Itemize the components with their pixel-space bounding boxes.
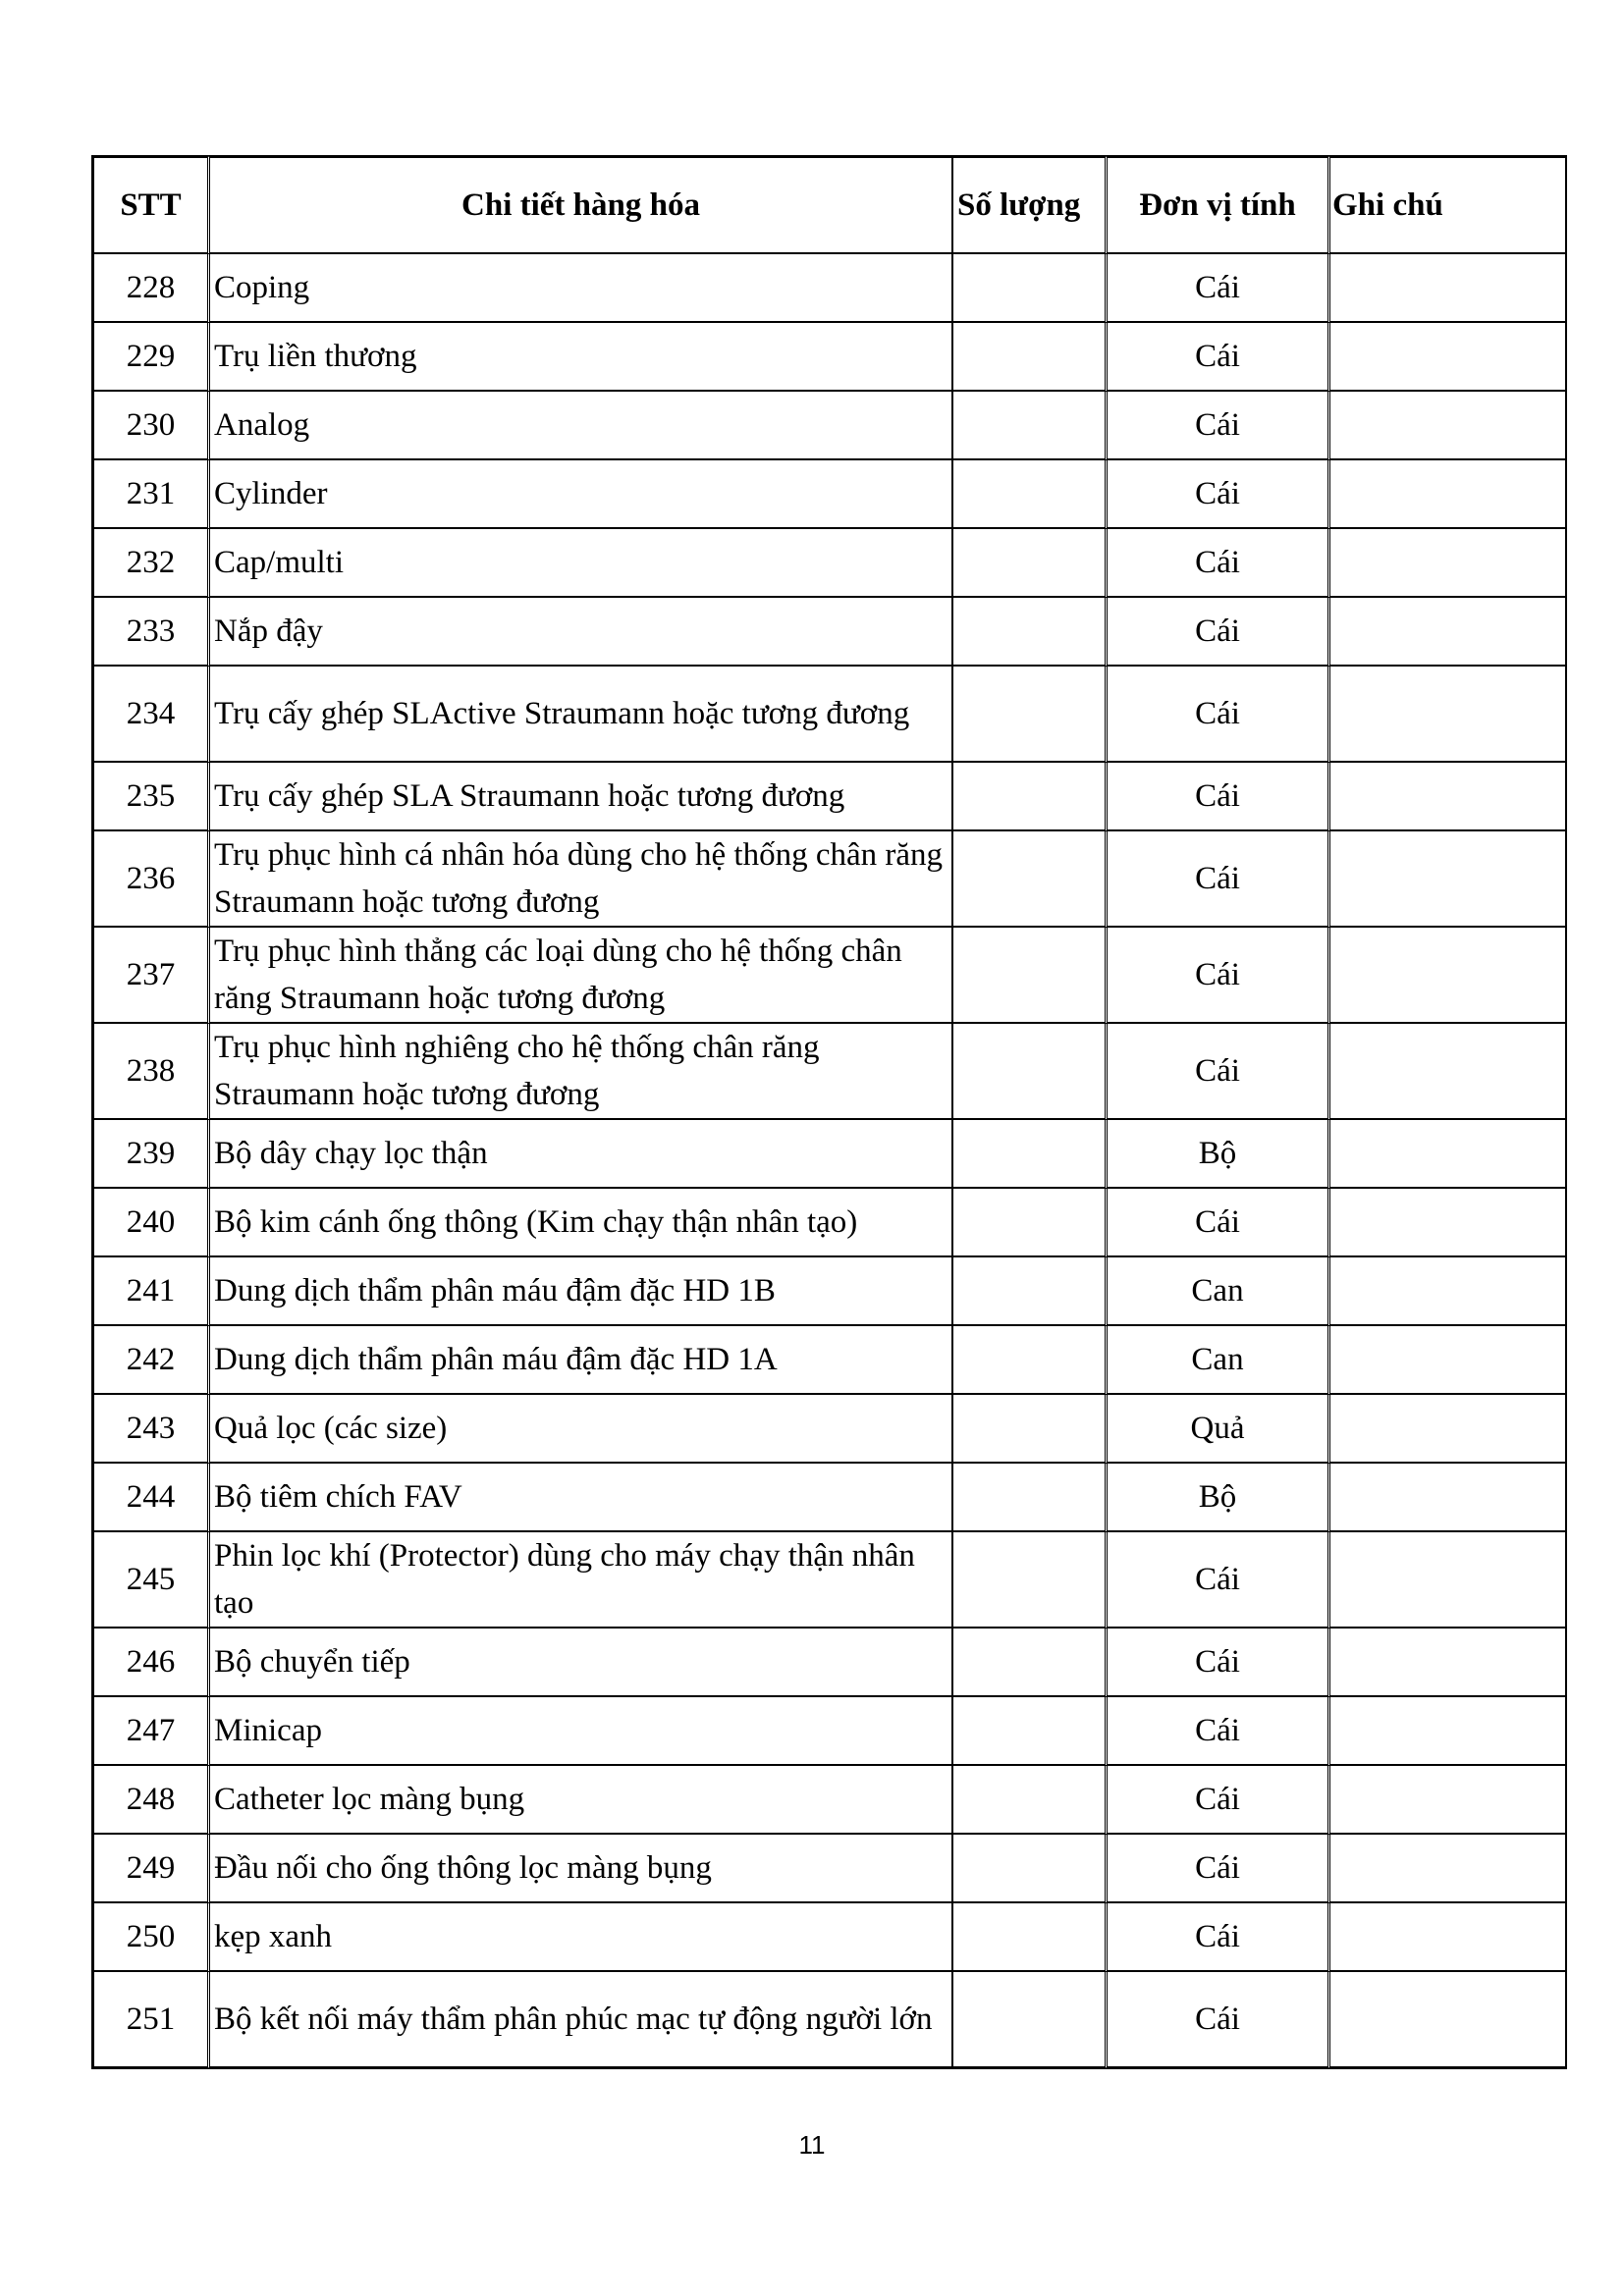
table-row bbox=[91, 1120, 1567, 1189]
cell-note bbox=[1330, 667, 1567, 763]
cell-note bbox=[1330, 1766, 1567, 1835]
cell-quantity bbox=[953, 1326, 1108, 1395]
cell-quantity bbox=[953, 1835, 1108, 1903]
table-row bbox=[91, 1189, 1567, 1257]
cell-stt: 249 bbox=[91, 1835, 210, 1903]
cell-stt: 238 bbox=[91, 1024, 210, 1120]
cell-description: Bộ dây chạy lọc thận bbox=[210, 1120, 953, 1189]
cell-stt: 250 bbox=[91, 1903, 210, 1972]
cell-unit: Cái bbox=[1108, 928, 1330, 1024]
cell-description: Trụ phục hình thẳng các loại dùng cho hệ thống chân răng Straumann hoặc tương đương bbox=[210, 928, 953, 1024]
cell-stt: 231 bbox=[91, 460, 210, 529]
cell-quantity bbox=[953, 1532, 1108, 1629]
cell-description: Trụ cấy ghép SLActive Straumann hoặc tương đương bbox=[210, 667, 953, 763]
cell-description: Phin lọc khí (Protector) dùng cho máy chạy thận nhân tạo bbox=[210, 1532, 953, 1629]
cell-unit: Cái bbox=[1108, 1532, 1330, 1629]
cell-description: Bộ tiêm chích FAV bbox=[210, 1464, 953, 1532]
cell-note bbox=[1330, 1697, 1567, 1766]
cell-quantity bbox=[953, 529, 1108, 598]
header-row bbox=[91, 155, 1567, 254]
cell-unit: Cái bbox=[1108, 831, 1330, 928]
cell-description: Bộ kết nối máy thẩm phân phúc mạc tự động người lớn bbox=[210, 1972, 953, 2069]
cell-quantity bbox=[953, 928, 1108, 1024]
cell-description: Trụ liền thương bbox=[210, 323, 953, 392]
cell-stt: 251 bbox=[91, 1972, 210, 2069]
cell-unit: Cái bbox=[1108, 763, 1330, 831]
cell-stt: 233 bbox=[91, 598, 210, 667]
table-row bbox=[91, 323, 1567, 392]
cell-unit: Cái bbox=[1108, 529, 1330, 598]
table-row bbox=[91, 1835, 1567, 1903]
cell-stt: 235 bbox=[91, 763, 210, 831]
table-row bbox=[91, 1464, 1567, 1532]
table-row bbox=[91, 831, 1567, 928]
cell-quantity bbox=[953, 598, 1108, 667]
header-unit: Đơn vị tính bbox=[1108, 155, 1330, 254]
cell-unit: Cái bbox=[1108, 392, 1330, 460]
cell-note bbox=[1330, 1395, 1567, 1464]
cell-unit: Cái bbox=[1108, 667, 1330, 763]
cell-unit: Cái bbox=[1108, 323, 1330, 392]
cell-unit: Cái bbox=[1108, 1903, 1330, 1972]
table-row bbox=[91, 1326, 1567, 1395]
table-row bbox=[91, 1903, 1567, 1972]
cell-note bbox=[1330, 1189, 1567, 1257]
goods-table bbox=[91, 155, 1567, 2069]
table-row bbox=[91, 667, 1567, 763]
cell-note bbox=[1330, 598, 1567, 667]
cell-unit: Bộ bbox=[1108, 1464, 1330, 1532]
cell-note bbox=[1330, 928, 1567, 1024]
cell-quantity bbox=[953, 1903, 1108, 1972]
cell-quantity bbox=[953, 1972, 1108, 2069]
cell-stt: 230 bbox=[91, 392, 210, 460]
cell-quantity bbox=[953, 1766, 1108, 1835]
cell-description: Dung dịch thẩm phân máu đậm đặc HD 1A bbox=[210, 1326, 953, 1395]
cell-unit: Cái bbox=[1108, 1697, 1330, 1766]
header-stt: STT bbox=[91, 155, 210, 254]
cell-description: Trụ phục hình nghiêng cho hệ thống chân răng Straumann hoặc tương đương bbox=[210, 1024, 953, 1120]
cell-note bbox=[1330, 1835, 1567, 1903]
header-description: Chi tiết hàng hóa bbox=[210, 155, 953, 254]
cell-unit: Cái bbox=[1108, 254, 1330, 323]
cell-unit: Cái bbox=[1108, 1766, 1330, 1835]
cell-description: Dung dịch thẩm phân máu đậm đặc HD 1B bbox=[210, 1257, 953, 1326]
cell-quantity bbox=[953, 1464, 1108, 1532]
cell-stt: 232 bbox=[91, 529, 210, 598]
cell-description: Bộ kim cánh ống thông (Kim chạy thận nhân tạo) bbox=[210, 1189, 953, 1257]
cell-stt: 229 bbox=[91, 323, 210, 392]
cell-note bbox=[1330, 1464, 1567, 1532]
page-number: 11 bbox=[798, 2130, 826, 2160]
cell-quantity bbox=[953, 460, 1108, 529]
cell-quantity bbox=[953, 1629, 1108, 1697]
cell-quantity bbox=[953, 1257, 1108, 1326]
table-row bbox=[91, 254, 1567, 323]
table-row bbox=[91, 1629, 1567, 1697]
cell-quantity bbox=[953, 392, 1108, 460]
cell-stt: 245 bbox=[91, 1532, 210, 1629]
cell-quantity bbox=[953, 1395, 1108, 1464]
cell-stt: 247 bbox=[91, 1697, 210, 1766]
cell-note bbox=[1330, 763, 1567, 831]
cell-note bbox=[1330, 529, 1567, 598]
cell-stt: 248 bbox=[91, 1766, 210, 1835]
cell-stt: 246 bbox=[91, 1629, 210, 1697]
cell-quantity bbox=[953, 1189, 1108, 1257]
cell-stt: 236 bbox=[91, 831, 210, 928]
cell-quantity bbox=[953, 667, 1108, 763]
cell-stt: 240 bbox=[91, 1189, 210, 1257]
cell-unit: Cái bbox=[1108, 1972, 1330, 2069]
cell-unit: Cái bbox=[1108, 1629, 1330, 1697]
cell-description: Minicap bbox=[210, 1697, 953, 1766]
cell-unit: Cái bbox=[1108, 1835, 1330, 1903]
table-row bbox=[91, 1766, 1567, 1835]
cell-description: Bộ chuyển tiếp bbox=[210, 1629, 953, 1697]
cell-note bbox=[1330, 254, 1567, 323]
table-row bbox=[91, 598, 1567, 667]
table-row bbox=[91, 460, 1567, 529]
cell-unit: Cái bbox=[1108, 1189, 1330, 1257]
cell-description: Analog bbox=[210, 392, 953, 460]
cell-description: Coping bbox=[210, 254, 953, 323]
table-row bbox=[91, 1972, 1567, 2069]
cell-note bbox=[1330, 460, 1567, 529]
cell-description: Nắp đậy bbox=[210, 598, 953, 667]
cell-unit: Cái bbox=[1108, 598, 1330, 667]
cell-quantity bbox=[953, 323, 1108, 392]
cell-stt: 242 bbox=[91, 1326, 210, 1395]
header-quantity: Số lượng bbox=[953, 155, 1108, 254]
cell-description: Đầu nối cho ống thông lọc màng bụng bbox=[210, 1835, 953, 1903]
cell-note bbox=[1330, 1024, 1567, 1120]
cell-stt: 237 bbox=[91, 928, 210, 1024]
cell-note bbox=[1330, 1120, 1567, 1189]
cell-note bbox=[1330, 323, 1567, 392]
table-row bbox=[91, 392, 1567, 460]
table-row bbox=[91, 1024, 1567, 1120]
cell-note bbox=[1330, 1257, 1567, 1326]
cell-quantity bbox=[953, 1120, 1108, 1189]
cell-description: Catheter lọc màng bụng bbox=[210, 1766, 953, 1835]
cell-stt: 241 bbox=[91, 1257, 210, 1326]
cell-quantity bbox=[953, 1024, 1108, 1120]
table-row bbox=[91, 763, 1567, 831]
cell-description: Quả lọc (các size) bbox=[210, 1395, 953, 1464]
cell-quantity bbox=[953, 831, 1108, 928]
cell-quantity bbox=[953, 254, 1108, 323]
cell-stt: 243 bbox=[91, 1395, 210, 1464]
cell-description: Cylinder bbox=[210, 460, 953, 529]
cell-unit: Bộ bbox=[1108, 1120, 1330, 1189]
cell-note bbox=[1330, 392, 1567, 460]
cell-stt: 234 bbox=[91, 667, 210, 763]
table-row bbox=[91, 1257, 1567, 1326]
cell-unit: Cái bbox=[1108, 1024, 1330, 1120]
cell-note bbox=[1330, 1972, 1567, 2069]
cell-description: Trụ phục hình cá nhân hóa dùng cho hệ thống chân răng Straumann hoặc tương đương bbox=[210, 831, 953, 928]
cell-note bbox=[1330, 1629, 1567, 1697]
cell-stt: 244 bbox=[91, 1464, 210, 1532]
table-row bbox=[91, 928, 1567, 1024]
cell-unit: Cái bbox=[1108, 460, 1330, 529]
table-row bbox=[91, 1697, 1567, 1766]
cell-note bbox=[1330, 1903, 1567, 1972]
cell-stt: 228 bbox=[91, 254, 210, 323]
cell-note bbox=[1330, 1326, 1567, 1395]
cell-unit: Can bbox=[1108, 1326, 1330, 1395]
cell-description: Cap/multi bbox=[210, 529, 953, 598]
cell-note bbox=[1330, 1532, 1567, 1629]
cell-unit: Can bbox=[1108, 1257, 1330, 1326]
table-row bbox=[91, 1395, 1567, 1464]
cell-unit: Quả bbox=[1108, 1395, 1330, 1464]
table-row bbox=[91, 1532, 1567, 1629]
table-row bbox=[91, 529, 1567, 598]
cell-quantity bbox=[953, 1697, 1108, 1766]
header-note: Ghi chú bbox=[1330, 155, 1567, 254]
cell-description: Trụ cấy ghép SLA Straumann hoặc tương đương bbox=[210, 763, 953, 831]
cell-stt: 239 bbox=[91, 1120, 210, 1189]
cell-note bbox=[1330, 831, 1567, 928]
cell-description: kẹp xanh bbox=[210, 1903, 953, 1972]
cell-quantity bbox=[953, 763, 1108, 831]
